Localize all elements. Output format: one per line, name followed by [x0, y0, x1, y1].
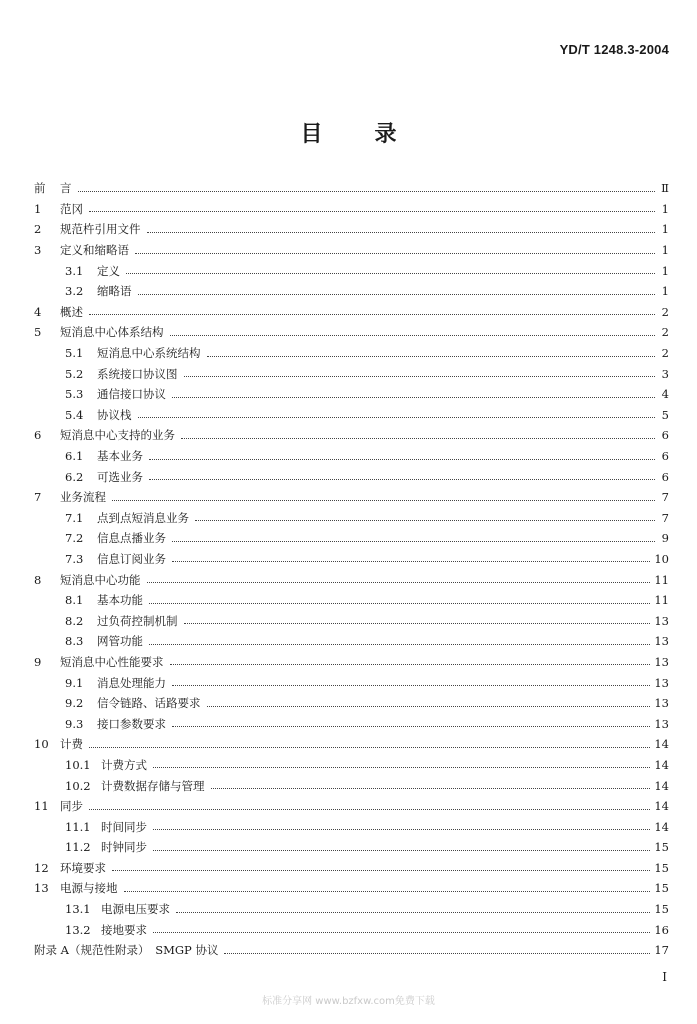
toc-entry[interactable]: [34, 384, 669, 405]
toc-entry-page: 6: [661, 449, 669, 464]
dot-leader: [89, 302, 655, 315]
toc-entry[interactable]: [34, 343, 669, 364]
toc-entry-page: 3: [661, 366, 669, 381]
toc-entry-label: 基本业务: [97, 449, 143, 464]
toc-entry-page: 1: [661, 284, 669, 299]
toc-entry-label: 环境要求: [60, 860, 106, 875]
watermark: 标准分享网 www.bzfxw.com免费下载: [262, 996, 435, 1007]
toc-entry-number: 13.2: [65, 922, 91, 937]
dot-leader: [172, 549, 650, 562]
dot-leader: [207, 344, 656, 357]
toc-entry-label: 范冈: [60, 201, 83, 216]
toc-entry-label: 业务流程: [60, 490, 106, 505]
toc-entry[interactable]: [34, 219, 669, 240]
toc-entry-label: 短消息中心体系结构: [60, 325, 164, 340]
toc-entry-label: 定义和缩略语: [60, 243, 129, 258]
toc-entry-label: 规范杵引用文件: [60, 222, 141, 237]
toc-entry[interactable]: [34, 858, 669, 879]
toc-entry-page: 13: [654, 634, 669, 649]
toc-entry-label: 短消息中心支持的业务: [60, 428, 175, 443]
toc-entry-label: 附录 A（规范性附录） SMGP 协议: [34, 943, 219, 958]
toc-entry-page: 9: [661, 531, 669, 546]
table-of-contents: [34, 178, 669, 961]
dot-leader: [153, 817, 650, 830]
toc-entry-label: 信息点播业务: [97, 531, 166, 546]
toc-entry[interactable]: [34, 322, 669, 343]
toc-entry-number: 8.3: [65, 634, 84, 649]
dot-leader: [195, 508, 655, 521]
toc-entry-page: 13: [654, 654, 669, 669]
toc-entry-number: 前: [34, 181, 46, 196]
toc-entry-page: 1: [661, 243, 669, 258]
toc-entry-label: 计费数据存储与管理: [101, 778, 205, 793]
dot-leader: [89, 199, 655, 212]
toc-entry[interactable]: [34, 363, 669, 384]
dot-leader: [149, 591, 650, 604]
dot-leader: [149, 467, 655, 480]
toc-entry[interactable]: [34, 672, 669, 693]
dot-leader: [112, 488, 655, 501]
dot-leader: [207, 694, 651, 707]
toc-entry-label: 短消息中心性能要求: [60, 654, 164, 669]
toc-entry-number: 9: [34, 654, 42, 669]
toc-entry-number: 3.1: [65, 263, 84, 278]
toc-entry[interactable]: [34, 590, 669, 611]
toc-entry-page: 15: [654, 840, 669, 855]
dot-leader: [153, 920, 650, 933]
dot-leader: [172, 385, 655, 398]
toc-entry-page: 13: [654, 716, 669, 731]
toc-entry[interactable]: [34, 528, 669, 549]
dot-leader: [147, 220, 656, 233]
toc-entry[interactable]: [34, 755, 669, 776]
toc-entry-number: 7: [34, 490, 42, 505]
dot-leader: [124, 879, 651, 892]
toc-entry-label: 过负荷控制机制: [97, 613, 178, 628]
toc-entry-page: 11: [654, 572, 669, 587]
toc-entry-page: 7: [661, 490, 669, 505]
toc-entry-number: 5: [34, 325, 42, 340]
dot-leader: [126, 261, 655, 274]
toc-entry-page: 1: [661, 201, 669, 216]
toc-entry-number: 12: [34, 860, 49, 875]
toc-entry-page: 16: [654, 922, 669, 937]
toc-entry-number: 2: [34, 222, 42, 237]
dot-leader: [149, 447, 655, 460]
toc-entry-label: 信息订阅业务: [97, 551, 166, 566]
toc-entry[interactable]: [34, 405, 669, 426]
toc-entry-label: 计费方式: [101, 757, 147, 772]
toc-entry-page: 15: [654, 881, 669, 896]
toc-entry-page: 7: [661, 510, 669, 525]
toc-entry[interactable]: [34, 693, 669, 714]
toc-entry-page: 13: [654, 696, 669, 711]
title-char-2: 录: [374, 122, 397, 147]
dot-leader: [138, 282, 656, 295]
dot-leader: [224, 941, 650, 954]
toc-entry[interactable]: [34, 199, 669, 220]
toc-entry-number: 3.2: [65, 284, 84, 299]
toc-entry-number: 4: [34, 304, 42, 319]
toc-entry[interactable]: [34, 631, 669, 652]
toc-entry-label: 缩略语: [97, 284, 132, 299]
toc-entry-number: 5.2: [65, 366, 84, 381]
toc-entry[interactable]: [34, 816, 669, 837]
toc-entry-number: 11: [34, 799, 49, 814]
dot-leader: [89, 797, 650, 810]
toc-entry[interactable]: [34, 919, 669, 940]
toc-entry-number: 5.4: [65, 407, 84, 422]
dot-leader: [153, 838, 650, 851]
toc-entry-number: 7.1: [65, 510, 84, 525]
toc-entry[interactable]: [34, 240, 669, 261]
toc-entry-number: 13: [34, 881, 49, 896]
toc-entry-page: 15: [654, 860, 669, 875]
dot-leader: [170, 652, 651, 665]
toc-entry[interactable]: [34, 549, 669, 570]
toc-entry-number: 5.3: [65, 387, 84, 402]
toc-entry-label: 网管功能: [97, 634, 143, 649]
toc-entry-label: 接口参数要求: [97, 716, 166, 731]
toc-entry-number: 3: [34, 243, 42, 258]
dot-leader: [211, 776, 651, 789]
toc-entry-label: 可选业务: [97, 469, 143, 484]
toc-entry-label: 定义: [97, 263, 120, 278]
dot-leader: [112, 858, 650, 871]
page-folio: I: [662, 970, 667, 984]
toc-entry-label: 同步: [60, 799, 83, 814]
toc-entry-page: 5: [661, 407, 669, 422]
toc-entry-number: 11.2: [65, 840, 91, 855]
toc-entry-number: 1: [34, 201, 42, 216]
toc-entry-label: 概述: [60, 304, 83, 319]
toc-entry-page: 11: [654, 593, 669, 608]
toc-entry-label: 系统接口协议图: [97, 366, 178, 381]
toc-entry-label: 电源电压要求: [101, 902, 170, 917]
toc-entry-label: 言: [60, 181, 72, 196]
toc-entry-page: 14: [654, 799, 669, 814]
toc-entry[interactable]: [34, 260, 669, 281]
toc-entry-number: 10.2: [65, 778, 91, 793]
toc-entry-label: 短消息中心功能: [60, 572, 141, 587]
toc-entry-page: 4: [661, 387, 669, 402]
dot-leader: [135, 241, 655, 254]
dot-leader: [184, 364, 656, 377]
toc-entry-number: 11.1: [65, 819, 91, 834]
toc-entry-label: 消息处理能力: [97, 675, 166, 690]
toc-entry-label: 通信接口协议: [97, 387, 166, 402]
toc-entry[interactable]: [34, 878, 669, 899]
dot-leader: [184, 611, 651, 624]
toc-entry[interactable]: [34, 734, 669, 755]
dot-leader: [89, 735, 650, 748]
dot-leader: [172, 714, 650, 727]
toc-entry-page: 2: [661, 346, 669, 361]
dot-leader: [172, 673, 650, 686]
dot-leader: [172, 529, 655, 542]
dot-leader: [138, 405, 656, 418]
toc-entry-number: 9.3: [65, 716, 84, 731]
dot-leader: [170, 323, 656, 336]
toc-entry[interactable]: [34, 610, 669, 631]
toc-entry-number: 6: [34, 428, 42, 443]
toc-entry-label: 点到点短消息业务: [97, 510, 189, 525]
toc-entry-label: 时钟同步: [101, 840, 147, 855]
toc-entry-number: 8.1: [65, 593, 84, 608]
toc-entry[interactable]: [34, 899, 669, 920]
toc-entry-page: Ⅱ: [661, 181, 669, 196]
toc-entry-page: 13: [654, 613, 669, 628]
toc-entry-number: 7.3: [65, 551, 84, 566]
toc-entry-page: 10: [654, 551, 669, 566]
toc-entry-label: 短消息中心系统结构: [97, 346, 201, 361]
toc-entry[interactable]: [34, 940, 669, 961]
toc-entry[interactable]: [34, 569, 669, 590]
toc-entry-label: 信令链路、话路要求: [97, 696, 201, 711]
toc-entry-number: 10: [34, 737, 49, 752]
dot-leader: [176, 900, 650, 913]
toc-entry-number: 8: [34, 572, 42, 587]
toc-entry-page: 14: [654, 737, 669, 752]
toc-entry-label: 时间同步: [101, 819, 147, 834]
toc-entry[interactable]: [34, 466, 669, 487]
toc-entry-label: 基本功能: [97, 593, 143, 608]
toc-entry-page: 1: [661, 263, 669, 278]
toc-entry[interactable]: [34, 837, 669, 858]
toc-entry-number: 6.2: [65, 469, 84, 484]
toc-entry[interactable]: [34, 508, 669, 529]
toc-entry-number: 9.1: [65, 675, 84, 690]
toc-entry-page: 14: [654, 757, 669, 772]
toc-entry-page: 17: [654, 943, 669, 958]
toc-entry-label: 电源与接地: [60, 881, 118, 896]
toc-entry[interactable]: [34, 713, 669, 734]
toc-entry[interactable]: [34, 425, 669, 446]
toc-entry-number: 8.2: [65, 613, 84, 628]
toc-entry[interactable]: [34, 652, 669, 673]
toc-entry-page: 15: [654, 902, 669, 917]
toc-entry[interactable]: [34, 178, 669, 199]
toc-entry-page: 13: [654, 675, 669, 690]
toc-entry[interactable]: [34, 487, 669, 508]
dot-leader: [78, 179, 656, 192]
toc-entry-page: 2: [661, 304, 669, 319]
dot-leader: [153, 755, 650, 768]
toc-entry-page: 6: [661, 428, 669, 443]
toc-entry-page: 1: [661, 222, 669, 237]
toc-entry-number: 6.1: [65, 449, 84, 464]
toc-entry[interactable]: [34, 775, 669, 796]
toc-entry-page: 2: [661, 325, 669, 340]
toc-entry[interactable]: [34, 446, 669, 467]
toc-entry-number: 5.1: [65, 346, 84, 361]
toc-entry[interactable]: [34, 796, 669, 817]
title-char-1: 目: [300, 122, 323, 147]
toc-entry-number: 7.2: [65, 531, 84, 546]
page-title: [0, 117, 697, 148]
toc-entry-number: 13.1: [65, 902, 91, 917]
toc-entry-page: 14: [654, 819, 669, 834]
dot-leader: [181, 426, 655, 439]
toc-entry-page: 14: [654, 778, 669, 793]
dot-leader: [149, 632, 650, 645]
toc-entry-page: 6: [661, 469, 669, 484]
toc-entry-label: 协议栈: [97, 407, 132, 422]
standard-code: YD/T 1248.3-2004: [559, 42, 669, 57]
toc-entry-number: 10.1: [65, 757, 91, 772]
toc-entry[interactable]: [34, 302, 669, 323]
toc-entry-label: 计费: [60, 737, 83, 752]
dot-leader: [147, 570, 651, 583]
toc-entry-label: 接地要求: [101, 922, 147, 937]
toc-entry[interactable]: [34, 281, 669, 302]
toc-entry-number: 9.2: [65, 696, 84, 711]
